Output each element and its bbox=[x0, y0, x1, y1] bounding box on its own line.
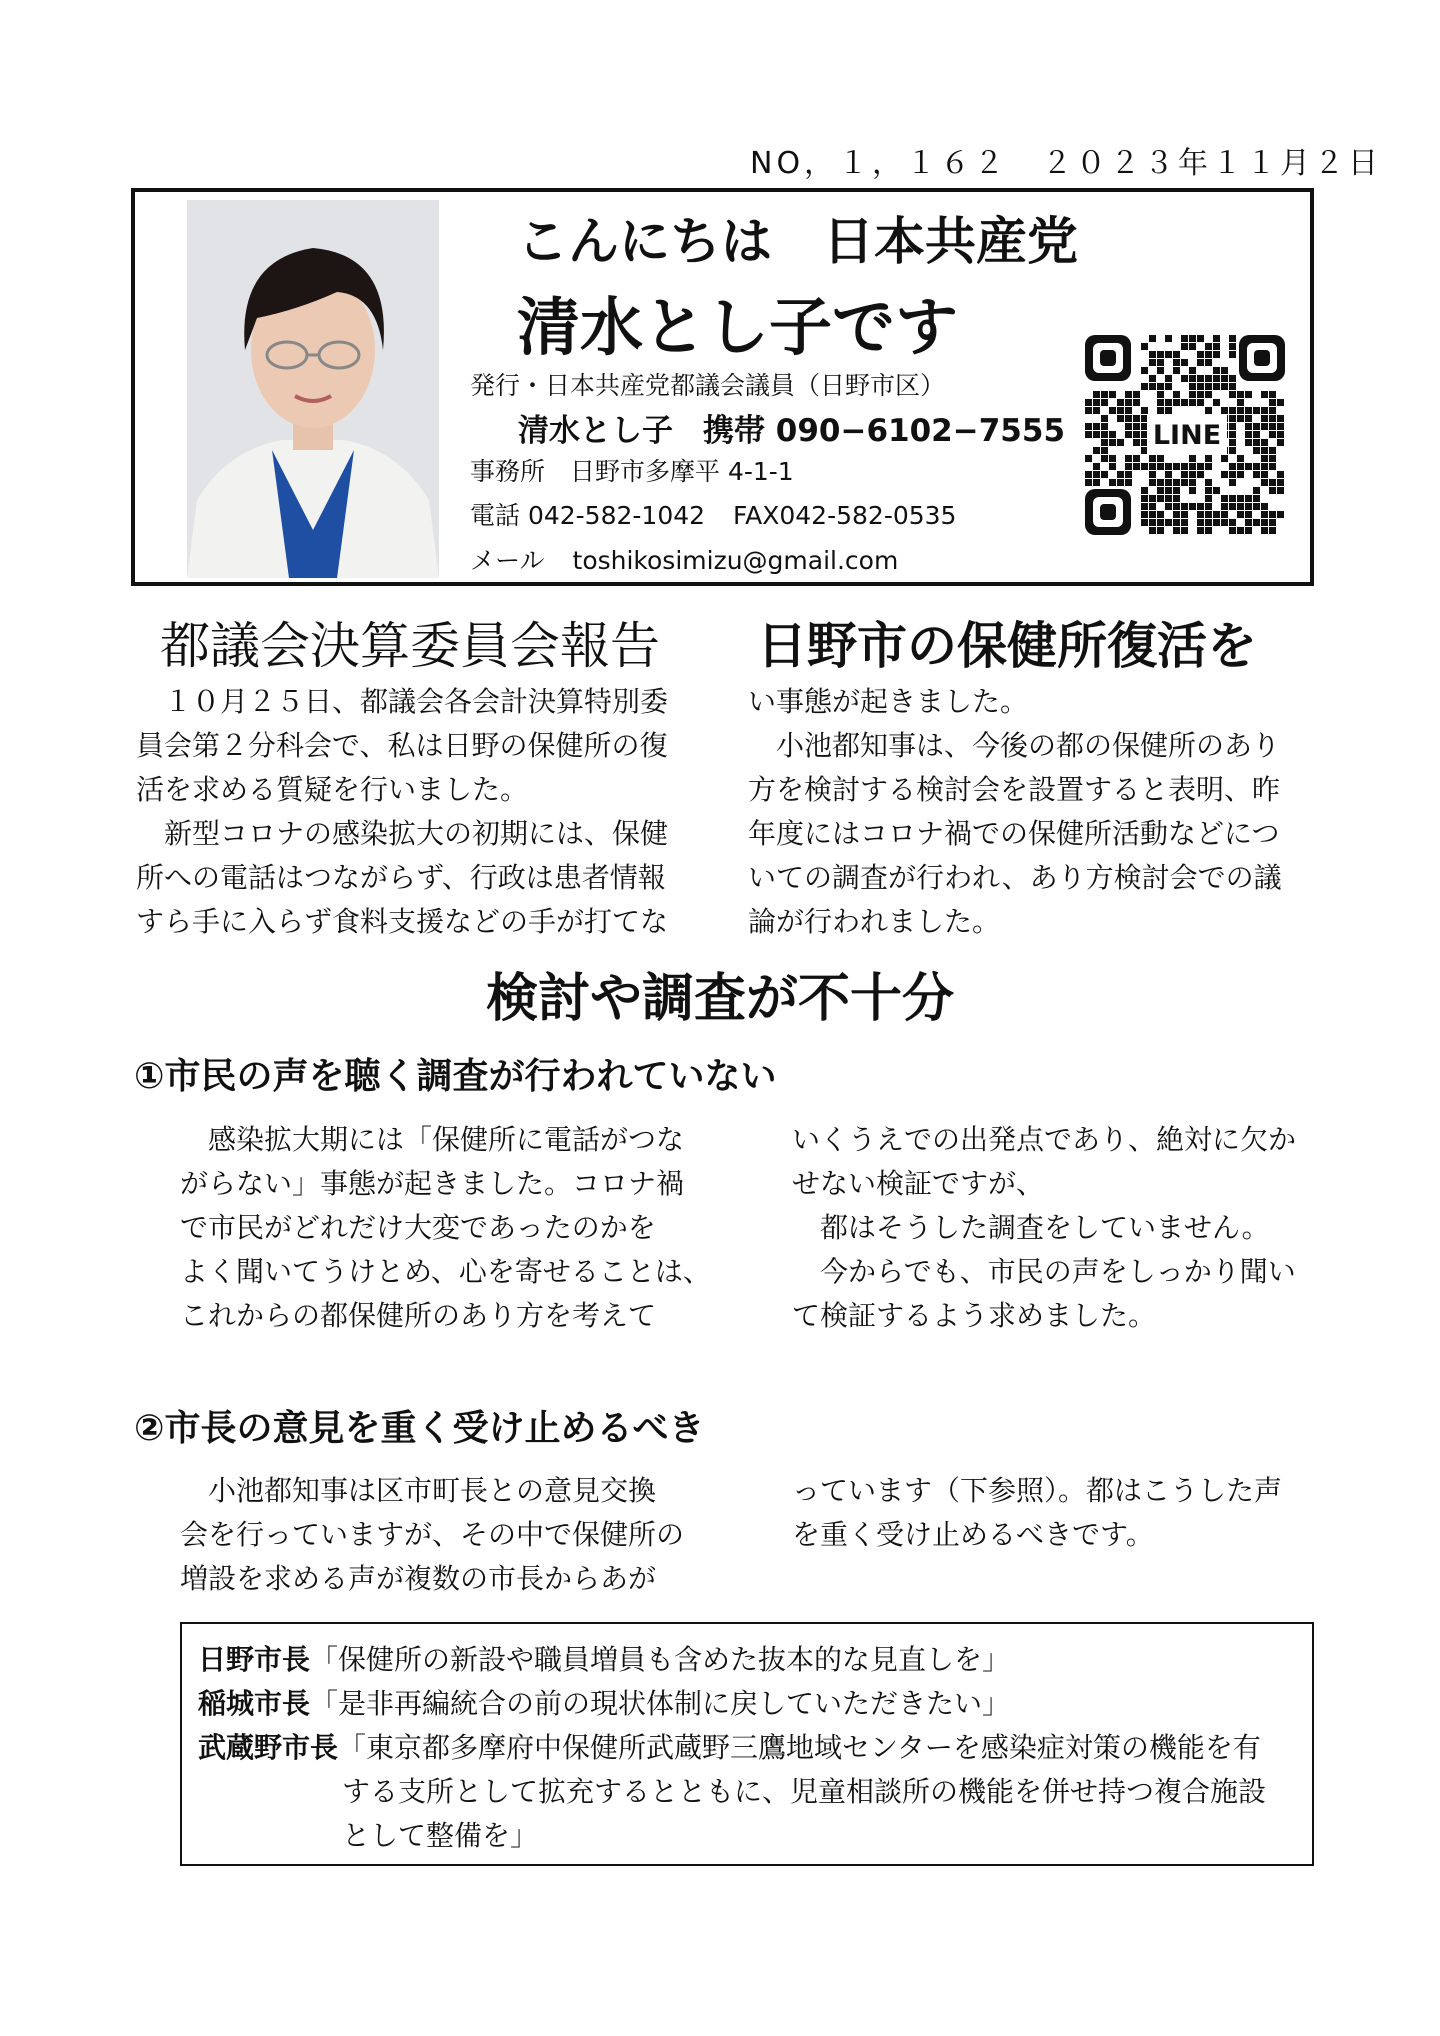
greeting-line1: こんにちは 日本共産党 bbox=[517, 213, 1079, 272]
publisher: 発行・日本共産党都議会議員（日野市区） bbox=[470, 371, 946, 400]
headline-right: 日野市の保健所復活を bbox=[757, 617, 1257, 675]
quote-row bbox=[198, 1682, 1010, 1726]
text-line: 増設を求める声が複数の市長からあが bbox=[180, 1562, 657, 1595]
intro-left-column bbox=[136, 680, 668, 944]
quote-text: 「是非再編統合の前の現状体制に戻していただきたい」 bbox=[310, 1687, 1011, 1720]
email-address[interactable]: toshikosimizu@gmail.com bbox=[572, 546, 899, 575]
text-line: いくうえでの出発点であり、絶対に欠か bbox=[792, 1123, 1297, 1156]
intro-right-column bbox=[748, 680, 1282, 944]
fax: FAX042-582-0535 bbox=[733, 501, 957, 530]
text-line: これからの都保健所のあり方を考えて bbox=[180, 1299, 657, 1332]
text-line: がらない」事態が起きました。コロナ禍 bbox=[180, 1167, 685, 1200]
text-line: を重く受け止めるべきです。 bbox=[792, 1518, 1154, 1551]
text-line: すら手に入らず食料支援などの手が打てな bbox=[136, 905, 669, 938]
subsection-2-title: ②市長の意見を重く受け止めるべき bbox=[134, 1408, 705, 1449]
mayor-quotes-box bbox=[180, 1622, 1314, 1866]
text-line: 小池都知事は区市町長との意見交換 bbox=[180, 1474, 657, 1507]
subsection-1-title: ①市民の声を聴く調査が行われていない bbox=[134, 1056, 777, 1097]
email-label: メール bbox=[470, 546, 545, 575]
sub1-left-column bbox=[180, 1118, 711, 1338]
mobile-phone: 携帯 090−6102−7555 bbox=[703, 413, 1066, 449]
text-line: で市民がどれだけ大変であったのかを bbox=[180, 1211, 656, 1244]
text-line: よく聞いてうけとめ、心を寄せることは、 bbox=[180, 1255, 711, 1288]
portrait-photo bbox=[187, 200, 439, 578]
text-line: １０月２５日、都議会各会計決算特別委 bbox=[136, 685, 669, 718]
portrait-icon bbox=[187, 200, 439, 578]
quote-row bbox=[198, 1726, 1261, 1770]
text-line: 員会第２分科会で、私は日野の保健所の復 bbox=[136, 729, 668, 762]
text-line: 方を検討する検討会を設置すると表明、昨 bbox=[748, 773, 1281, 806]
section-title: 検討や調査が不十分 bbox=[485, 969, 954, 1029]
text-line: 都はそうした調査をしていません。 bbox=[792, 1211, 1270, 1244]
name: 清水とし子 bbox=[518, 413, 673, 449]
text-line: 今からでも、市民の声をしっかり聞い bbox=[792, 1255, 1296, 1288]
quote-text: 「保健所の新設や職員増員も含めた抜本的な見直しを」 bbox=[310, 1643, 1011, 1676]
text-line: っています（下参照）。都はこうした声 bbox=[792, 1474, 1283, 1507]
text-line: 年度にはコロナ禍での保健所活動などにつ bbox=[748, 817, 1280, 850]
text-line: 活を求める質疑を行いました。 bbox=[136, 773, 529, 806]
text-line: 小池都知事は、今後の都の保健所のあり bbox=[748, 729, 1281, 762]
qr-line-label: LINE bbox=[1152, 420, 1222, 451]
quote-continuation: する支所として拡充するとともに、児童相談所の機能を併せ持つ複合施設 bbox=[342, 1775, 1267, 1808]
line-qr-code[interactable] bbox=[1085, 335, 1285, 535]
telephone: 電話 042-582-1042 bbox=[470, 501, 706, 530]
tel-fax-line bbox=[470, 496, 956, 532]
quote-speaker: 日野市長 bbox=[198, 1643, 311, 1676]
office-address: 事務所 日野市多摩平 4-1-1 bbox=[470, 457, 794, 486]
text-line: て検証するよう求めました。 bbox=[792, 1299, 1157, 1332]
email-line bbox=[470, 541, 898, 577]
text-line: 感染拡大期には「保健所に電話がつな bbox=[180, 1123, 685, 1156]
quote-speaker: 稲城市長 bbox=[198, 1687, 311, 1720]
quote-speaker: 武蔵野市長 bbox=[198, 1731, 339, 1764]
quote-row bbox=[198, 1638, 1010, 1682]
headline-left: 都議会決算委員会報告 bbox=[160, 617, 660, 675]
sub2-left-column bbox=[180, 1469, 684, 1601]
text-line: い事態が起きました。 bbox=[748, 685, 1029, 718]
contact-line bbox=[518, 405, 1065, 450]
text-line: 論が行われました。 bbox=[748, 905, 1001, 938]
quote-continuation: として整備を」 bbox=[342, 1819, 539, 1852]
qr-code-icon bbox=[1085, 335, 1285, 535]
sub2-right-column bbox=[792, 1469, 1282, 1557]
text-line: 所への電話はつながらず、行政は患者情報 bbox=[136, 861, 666, 894]
sub1-right-column bbox=[792, 1118, 1296, 1338]
text-line: いての調査が行われ、あり方検討会での議 bbox=[748, 861, 1282, 894]
text-line: せない検証ですが、 bbox=[792, 1167, 1045, 1200]
text-line: 会を行っていますが、その中で保健所の bbox=[180, 1518, 685, 1551]
quote-text: 「東京都多摩府中保健所武蔵野三鷹地域センターを感染症対策の機能を有 bbox=[338, 1731, 1261, 1764]
issue-number-date: NO，１，１６２ ２０２３年１１月２日 bbox=[750, 146, 1383, 181]
text-line: 新型コロナの感染拡大の初期には、保健 bbox=[136, 817, 669, 850]
greeting-line2: 清水とし子です bbox=[517, 291, 958, 364]
